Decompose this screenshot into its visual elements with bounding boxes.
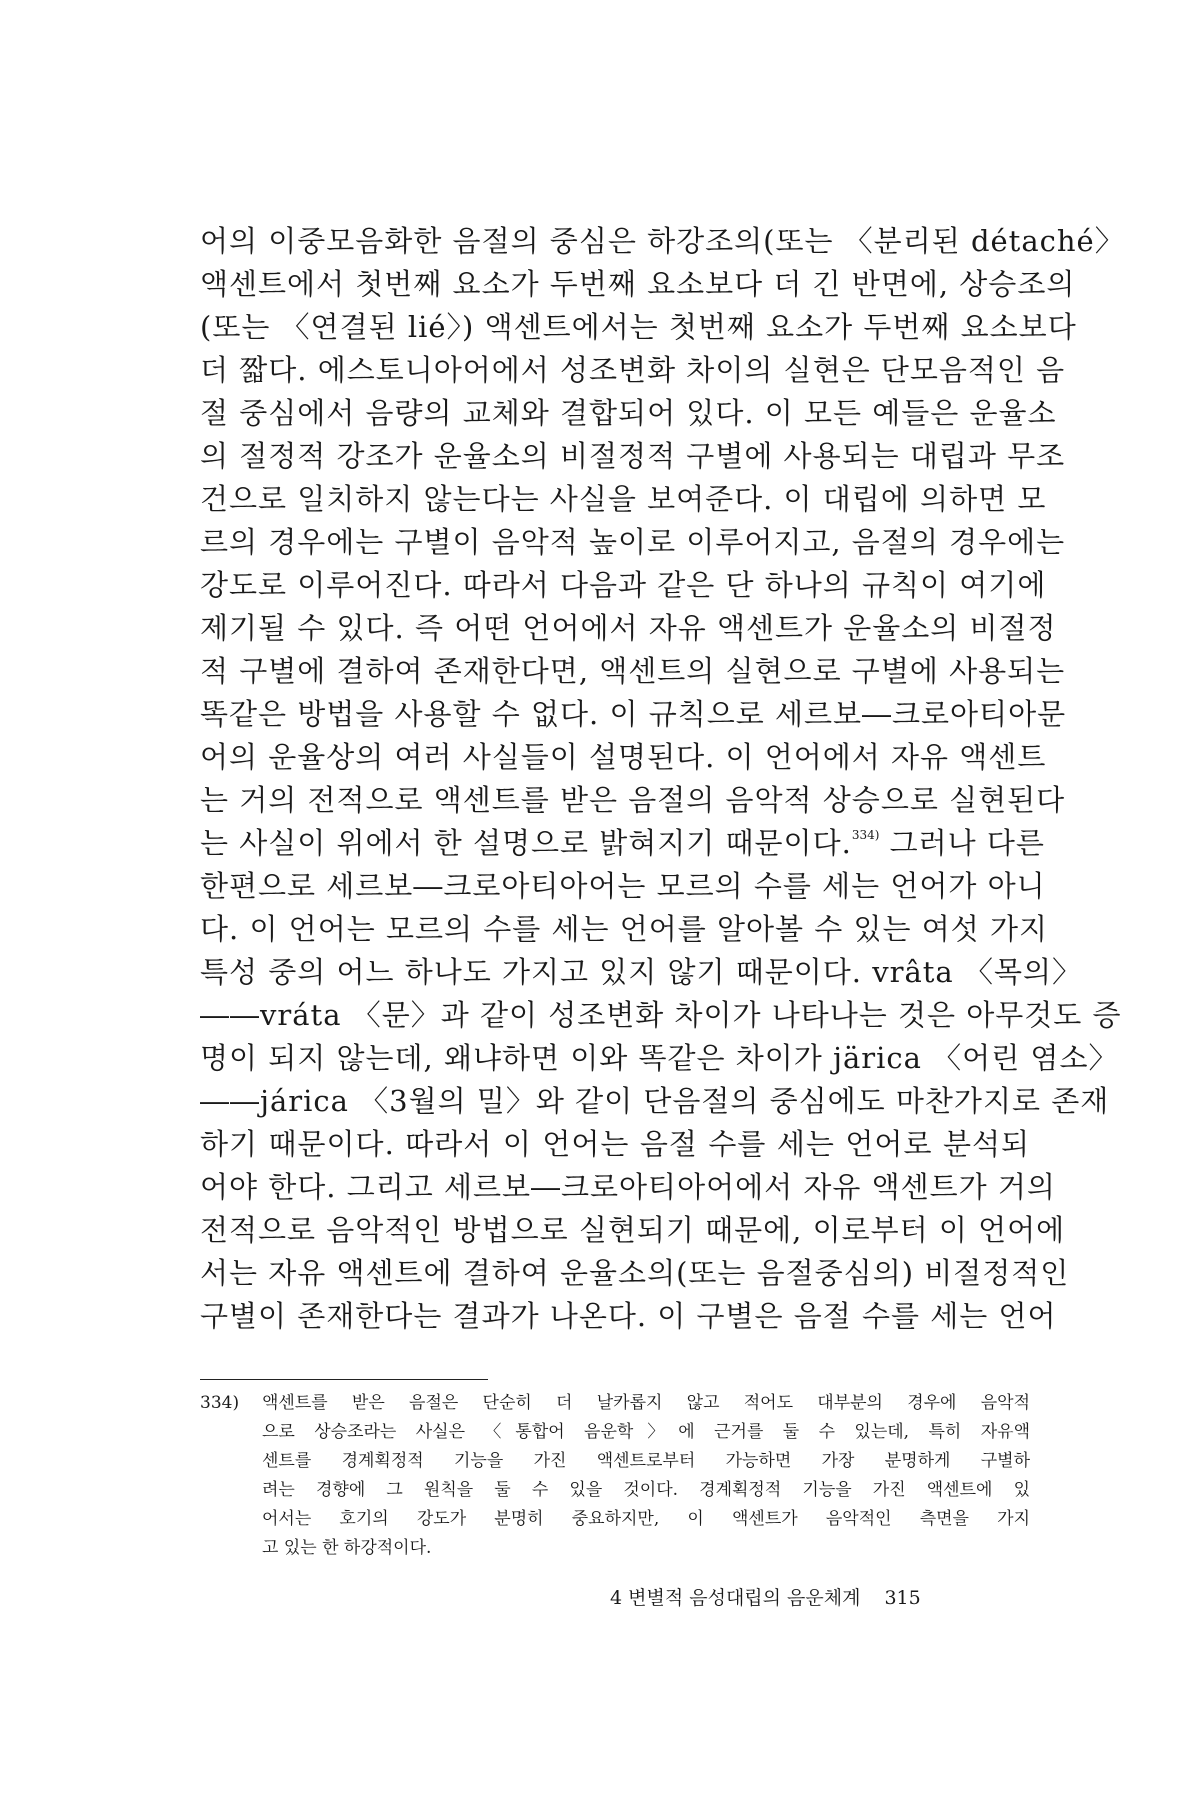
body-line: 의 절정적 강조가 운율소의 비절정적 구별에 사용되는 대립과 무조 <box>200 439 1066 473</box>
body-line: 는 거의 전적으로 액센트를 받은 음절의 음악적 상승으로 실현된다 <box>200 783 1066 817</box>
footnote-number: 334) <box>200 1393 240 1413</box>
body-line: 다. 이 언어는 모르의 수를 세는 언어를 알아볼 수 있는 여섯 가지 <box>200 912 1048 946</box>
body-line: 르의 경우에는 구별이 음악적 높이로 이루어지고, 음절의 경우에는 <box>200 525 1066 559</box>
body-line: 액센트에서 첫번째 요소가 두번째 요소보다 더 긴 반면에, 상승조의 <box>200 267 1076 301</box>
body-line: 서는 자유 액센트에 결하여 운율소의(또는 음절중심의) 비절정적인 <box>200 1256 1070 1290</box>
body-line: 절 중심에서 음량의 교체와 결합되어 있다. 이 모든 예들은 운율소 <box>200 396 1057 430</box>
body-line: 적 구별에 결하여 존재한다면, 액센트의 실현으로 구별에 사용되는 <box>200 654 1066 688</box>
body-line: 명이 되지 않는데, 왜냐하면 이와 똑같은 차이가 järica 〈어린 염소〉 <box>200 1041 1119 1075</box>
footnote-reference[interactable]: 334) <box>851 828 880 842</box>
section-title: 4 변별적 음성대립의 음운체계 <box>610 1587 861 1609</box>
footnote-line: 고 있는 한 하강적이다. <box>262 1538 432 1558</box>
body-line-head: 는 사실이 위에서 한 설명으로 밝혀지기 때문이다. <box>200 826 852 860</box>
body-line: 구별이 존재한다는 결과가 나온다. 이 구별은 음절 수를 세는 언어 <box>200 1299 1057 1333</box>
body-line: 똑같은 방법을 사용할 수 없다. 이 규칙으로 세르보―크로아티아문 <box>200 697 1067 731</box>
body-line: 강도로 이루어진다. 따라서 다음과 같은 단 하나의 규칙이 여기에 <box>200 568 1047 602</box>
footnote-line: 려는 경향에 그 원칙을 둘 수 있을 것이다. 경계획정적 기능을 가진 액센트에 있 <box>262 1480 1030 1500</box>
body-line: ――járica 〈3월의 밀〉와 같이 단음절의 중심에도 마찬가지로 존재 <box>200 1084 1110 1118</box>
footnote-text: 액센트를 받은 음절은 단순히 더 날카롭지 않고 적어도 대부분의 경우에 음악적 <box>262 1393 1030 1413</box>
body-line: 어야 한다. 그리고 세르보―크로아티아어에서 자유 액센트가 거의 <box>200 1170 1056 1204</box>
running-footer <box>610 1583 921 1610</box>
footnote-line <box>200 1389 1030 1418</box>
footnote-line: 어서는 호기의 강도가 분명히 중요하지만, 이 액센트가 음악적인 측면을 가지 <box>262 1509 1030 1529</box>
body-line: 어의 이중모음화한 음절의 중심은 하강조의(또는 〈분리된 détaché〉 <box>200 224 1125 258</box>
body-line: 한편으로 세르보―크로아티아어는 모르의 수를 세는 언어가 아니 <box>200 869 1046 903</box>
body-line: 전적으로 음악적인 방법으로 실현되기 때문에, 이로부터 이 언어에 <box>200 1213 1066 1247</box>
body-line: 어의 운율상의 여러 사실들이 설명된다. 이 언어에서 자유 액센트 <box>200 740 1047 774</box>
body-line: ――vráta 〈문〉과 같이 성조변화 차이가 나타나는 것은 아무것도 증 <box>200 998 1122 1032</box>
body-text <box>200 220 1125 1338</box>
body-line: 제기될 수 있다. 즉 어떤 언어에서 자유 액센트가 운율소의 비절정 <box>200 611 1057 645</box>
footnote-line: 센트를 경계획정적 기능을 가진 액센트로부터 가능하면 가장 분명하게 구별하 <box>262 1451 1030 1471</box>
footnote <box>200 1389 1030 1563</box>
body-line: 하기 때문이다. 따라서 이 언어는 음절 수를 세는 언어로 분석되 <box>200 1127 1030 1161</box>
page-number: 315 <box>884 1587 921 1609</box>
body-line-with-footnote-ref <box>200 822 1045 865</box>
footnote-line: 으로 상승조라는 사실은 〈통합어 음운학〉에 근거를 둘 수 있는데, 특히 자유액 <box>262 1422 1030 1442</box>
body-line-tail: 그러나 다른 <box>889 826 1045 860</box>
body-line: 특성 중의 어느 하나도 가지고 있지 않기 때문이다. vrâta 〈목의〉 <box>200 955 1082 989</box>
footnote-divider <box>200 1379 488 1380</box>
body-line: 건으로 일치하지 않는다는 사실을 보여준다. 이 대립에 의하면 모 <box>200 482 1047 516</box>
body-line: 더 짧다. 에스토니아어에서 성조변화 차이의 실현은 단모음적인 음 <box>200 353 1066 387</box>
body-line: (또는 〈연결된 lié〉) 액센트에서는 첫번째 요소가 두번째 요소보다 <box>200 310 1077 344</box>
